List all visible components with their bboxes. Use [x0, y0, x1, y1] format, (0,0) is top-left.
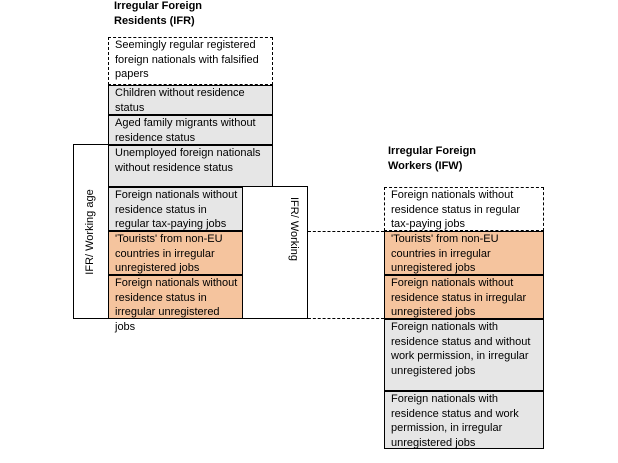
- ifr-title-line1: Irregular Foreign: [114, 0, 203, 12]
- ifr-box-unemployed-text: Unemployed foreign nationals without residence status: [115, 147, 261, 174]
- ifw-box-with-work-permission-text: Foreign nationals with residence status and work permission, in irregular unregistered jobs: [391, 393, 519, 449]
- ifr-box-irregular-jobs: [108, 275, 243, 333]
- ifw-box-irregular-jobs: [384, 275, 544, 319]
- ifw-box-regular-tax-jobs-text: Foreign nationals without residence status in regular tax-paying jobs: [391, 189, 521, 231]
- ifw-title-line2: Workers (IFW): [388, 160, 463, 172]
- connector-top: [308, 231, 384, 232]
- ifr-title-line2: Residents (IFR): [114, 15, 195, 27]
- working-age-label: IFR/ Working age: [84, 189, 96, 275]
- ifr-box-children: [108, 85, 273, 115]
- ifr-box-aged-family: [108, 115, 273, 145]
- ifw-box-with-work-permission: [384, 391, 544, 449]
- ifw-box-tourists-text: 'Tourists' from non-EU countries in irregular unregistered jobs: [391, 233, 499, 275]
- ifr-box-regular-tax-jobs: [108, 187, 243, 231]
- ifr-title: [114, 0, 202, 29]
- working-label: IFR/ Working: [288, 197, 300, 261]
- ifw-title: [388, 144, 476, 174]
- ifr-box-children-text: Children without residence status: [115, 87, 245, 114]
- ifw-box-without-work-permission: [384, 319, 544, 391]
- connector-bottom: [308, 318, 384, 319]
- ifr-box-falsified-papers-text: Seemingly regular registered foreign nationals with falsified papers: [115, 39, 259, 81]
- ifr-box-irregular-jobs-text: Foreign nationals without residence status in irregular unregistered jobs: [115, 277, 238, 333]
- ifr-box-tourists-text: 'Tourists' from non-EU countries in irregular unregistered jobs: [115, 233, 223, 275]
- ifw-box-irregular-jobs-text: Foreign nationals without residence status in irregular unregistered jobs: [391, 277, 527, 319]
- ifr-box-tourists: [108, 231, 243, 275]
- ifr-box-aged-family-text: Aged family migrants without residence status: [115, 117, 256, 144]
- ifw-box-tourists: [384, 231, 544, 275]
- ifw-box-without-work-permission-text: Foreign nationals with residence status and without work permission, in irregular unregistered jobs: [391, 321, 531, 377]
- ifr-box-regular-tax-jobs-text: Foreign nationals without residence status in regular tax-paying jobs: [115, 189, 238, 231]
- ifw-title-line1: Irregular Foreign: [388, 145, 477, 157]
- ifr-box-falsified-papers: [108, 37, 273, 85]
- ifr-box-unemployed: [108, 145, 273, 187]
- ifw-box-regular-tax-jobs: [384, 187, 544, 231]
